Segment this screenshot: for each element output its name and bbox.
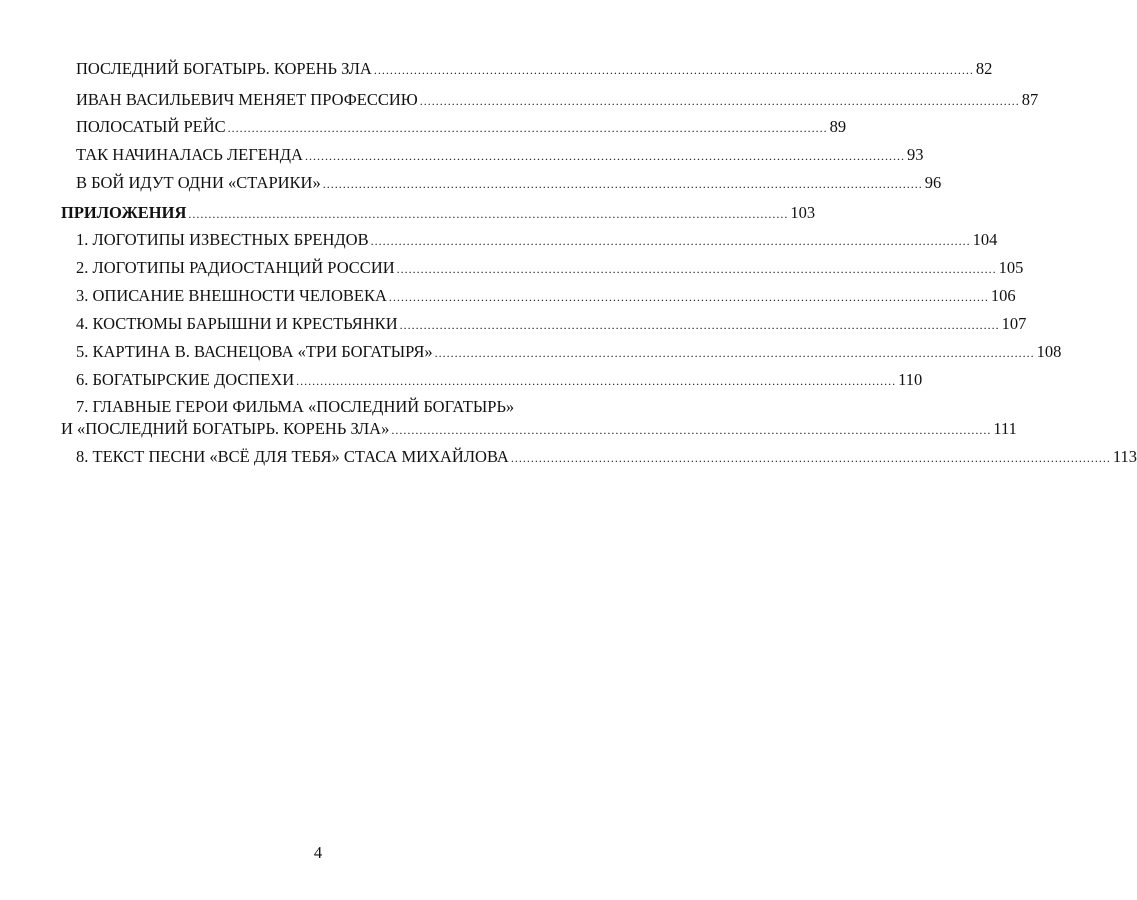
leader-dots: ...................................................................................................................................................... [510, 451, 1111, 465]
leader-dots: ...................................................................................................................................................... [296, 374, 897, 388]
toc-section-heading [61, 203, 816, 224]
page-number: 4 [313, 843, 323, 862]
leader-dots: ...................................................................................................................................................... [434, 346, 1035, 360]
toc-entry-page: 113 [1112, 447, 1137, 466]
toc-entry-title: 1. ЛОГОТИПЫ ИЗВЕСТНЫХ БРЕНДОВ [76, 230, 369, 249]
toc-entry [61, 419, 1017, 440]
toc-entry [76, 314, 1027, 335]
toc-entry-title: ПОЛОСАТЫЙ РЕЙС [76, 117, 226, 136]
toc-entry [76, 145, 924, 166]
toc-entry [76, 230, 998, 251]
leader-dots: ...................................................................................................................................................... [373, 63, 974, 77]
toc-entry-page: 93 [906, 145, 924, 164]
toc-entry-page: 106 [990, 286, 1016, 305]
leader-dots: ...................................................................................................................................................... [322, 177, 923, 191]
toc-entry [76, 286, 1016, 307]
leader-dots: ...................................................................................................................................................... [188, 207, 789, 221]
toc-entry-page: 96 [924, 173, 942, 192]
leader-dots: ...................................................................................................................................................... [396, 262, 997, 276]
toc-entry [76, 258, 1024, 279]
toc-entry-page: 110 [898, 370, 923, 389]
toc-entry-page: 107 [1001, 314, 1027, 333]
leader-dots: ...................................................................................................................................................... [304, 149, 905, 163]
toc-entry [76, 117, 847, 138]
leader-dots: ...................................................................................................................................................... [370, 234, 971, 248]
toc-entry-title: 4. КОСТЮМЫ БАРЫШНИ И КРЕСТЬЯНКИ [76, 314, 398, 333]
toc-entry-page: 89 [829, 117, 847, 136]
leader-dots: ...................................................................................................................................................... [388, 290, 989, 304]
toc-entry-title: ПОСЛЕДНИЙ БОГАТЫРЬ. КОРЕНЬ ЗЛА [76, 59, 372, 78]
toc-entry [76, 173, 942, 194]
toc-entry-title: ТАК НАЧИНАЛАСЬ ЛЕГЕНДА [76, 145, 303, 164]
toc-entry-title: В БОЙ ИДУТ ОДНИ «СТАРИКИ» [76, 173, 321, 192]
toc-entry-title: ИВАН ВАСИЛЬЕВИЧ МЕНЯЕТ ПРОФЕССИЮ [76, 90, 418, 109]
toc-entry-title: 6. БОГАТЫРСКИЕ ДОСПЕХИ [76, 370, 295, 389]
toc-entry-title: 2. ЛОГОТИПЫ РАДИОСТАНЦИЙ РОССИИ [76, 258, 395, 277]
toc-entry [76, 342, 1062, 363]
toc-entry-page: 105 [998, 258, 1024, 277]
toc-entry-page: 87 [1021, 90, 1039, 109]
toc-entry [76, 370, 923, 391]
toc-entry-title: 3. ОПИСАНИЕ ВНЕШНОСТИ ЧЕЛОВЕКА [76, 286, 387, 305]
toc-entry-title: 5. КАРТИНА В. ВАСНЕЦОВА «ТРИ БОГАТЫРЯ» [76, 342, 433, 361]
toc-entry-page: 103 [790, 203, 816, 222]
toc-entry-title: И «ПОСЛЕДНИЙ БОГАТЫРЬ. КОРЕНЬ ЗЛА» [61, 419, 390, 438]
toc-entry [76, 90, 1039, 111]
toc-entry-page: 82 [975, 59, 993, 78]
toc-entry-page: 111 [993, 419, 1017, 438]
toc-entry-title: 8. ТЕКСТ ПЕСНИ «ВСЁ ДЛЯ ТЕБЯ» СТАСА МИХАЙЛОВА [76, 447, 509, 466]
toc-entry [76, 447, 1137, 468]
toc-entry-title-line1: 7. ГЛАВНЫЕ ГЕРОИ ФИЛЬМА «ПОСЛЕДНИЙ БОГАТЫРЬ» [76, 397, 515, 416]
toc-entry-page: 108 [1036, 342, 1062, 361]
toc-entry-title: ПРИЛОЖЕНИЯ [61, 203, 187, 222]
leader-dots: ...................................................................................................................................................... [419, 94, 1020, 108]
leader-dots: ...................................................................................................................................................... [399, 318, 1000, 332]
leader-dots: ...................................................................................................................................................... [391, 423, 992, 437]
toc-entry [76, 59, 993, 80]
leader-dots: ...................................................................................................................................................... [227, 121, 828, 135]
toc-entry-page: 104 [972, 230, 998, 249]
